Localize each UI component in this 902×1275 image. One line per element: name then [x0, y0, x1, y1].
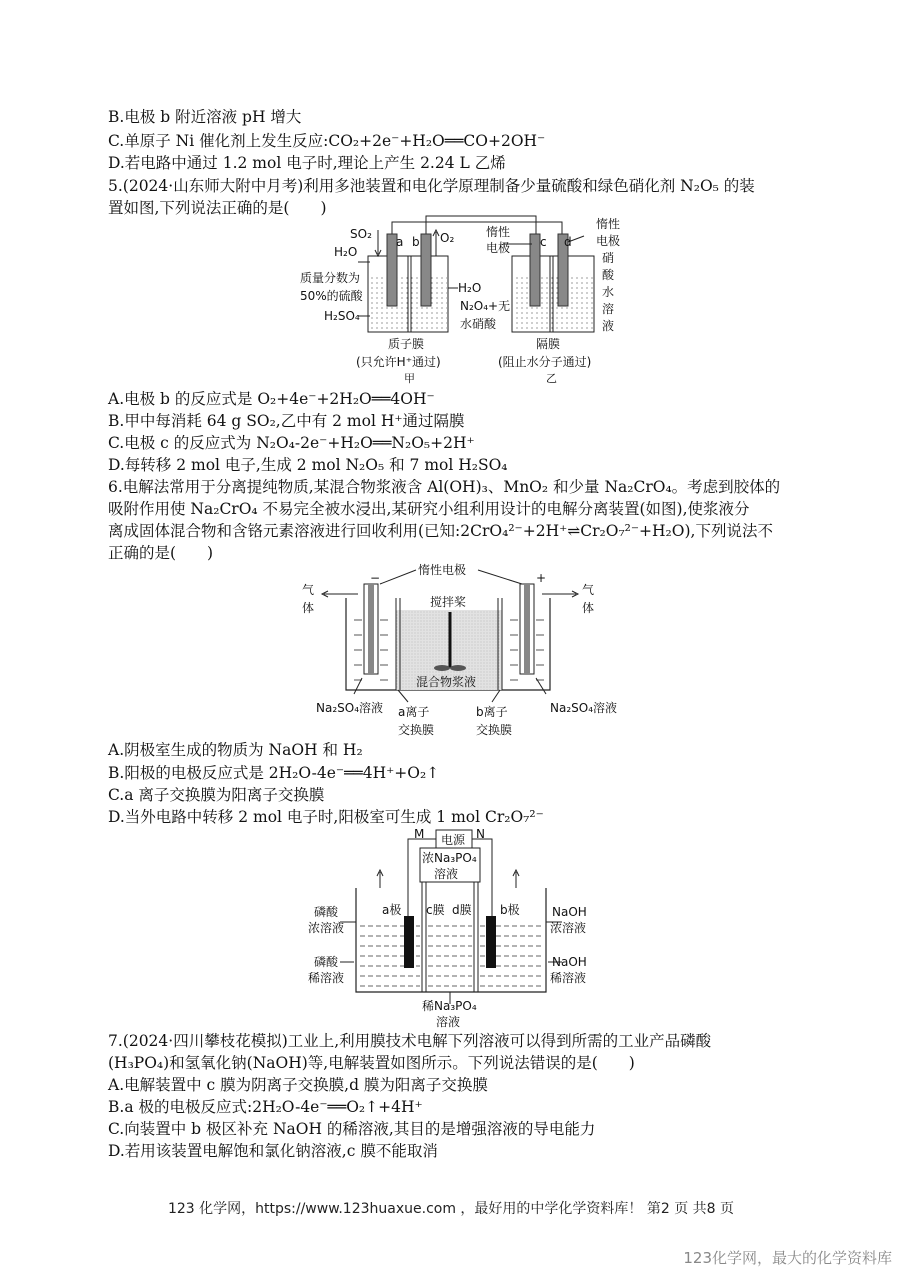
a-pole-label: a极: [382, 903, 402, 917]
acid-label-2: 50%的硫酸: [300, 289, 363, 303]
option-line: A.电解装置中 c 膜为阴离子交换膜,d 膜为阳离子交换膜: [108, 1076, 488, 1094]
question-6-stem: 正确的是( ): [108, 544, 214, 562]
gas-label-right-2: 体: [582, 601, 595, 615]
inert-electrode-label: 惰性电极: [418, 563, 467, 577]
electrode-b-label: b: [412, 235, 420, 249]
stirrer-label: 搅拌桨: [430, 595, 467, 609]
option-line: C.单原子 Ni 催化剂上发生反应:CO₂+2e⁻+H₂O══CO+2OH⁻: [108, 132, 546, 150]
cathode-sign: −: [370, 571, 381, 585]
electrode-a-label: a: [396, 235, 404, 249]
figure-q5-electrolysis: [300, 216, 620, 388]
h2so4-label: H₂SO₄: [324, 309, 360, 323]
terminal-n-label: N: [476, 827, 485, 841]
proton-membrane-note: (只允许H⁺通过): [356, 355, 441, 369]
naoh-dilute-label-2: 稀溶液: [550, 971, 587, 985]
option-line: B.a 极的电极反应式:2H₂O-4e⁻══O₂↑+4H⁺: [108, 1098, 423, 1116]
dilute-na3po4-label: 稀Na₃PO₄: [422, 999, 477, 1013]
option-line: B.阳极的电极反应式是 2H₂O-4e⁻══4H⁺+O₂↑: [108, 764, 440, 782]
acid-label-1: 质量分数为: [300, 271, 361, 285]
gas-label-right: 气: [582, 583, 595, 597]
phosphoric-conc-label: 磷酸: [314, 905, 339, 919]
power-source-label: 电源: [441, 833, 466, 847]
inert-electrode-label-2: 电极: [486, 241, 511, 255]
slurry-label: 混合物浆液: [416, 675, 477, 689]
right-cell-label: 电极: [596, 234, 621, 248]
h2o-in-label: H₂O: [334, 245, 358, 259]
option-line: D.当外电路中转移 2 mol 电子时,阳极室可生成 1 mol Cr₂O₇²⁻: [108, 808, 544, 826]
separator-label: 隔膜: [536, 337, 561, 351]
n2o4-mixture-label-1: N₂O₄+无: [460, 299, 511, 313]
a-membrane-label-1: a离子: [398, 705, 430, 719]
option-line: D.每转移 2 mol 电子,生成 2 mol N₂O₅ 和 7 mol H₂SO₄: [108, 456, 508, 474]
option-line: A.阴极室生成的物质为 NaOH 和 H₂: [108, 741, 363, 759]
phosphoric-dilute-label: 磷酸: [314, 955, 339, 969]
electrode-c-label: c: [540, 235, 547, 249]
proton-membrane-label: 质子膜: [388, 337, 425, 351]
phosphoric-dilute-label-2: 稀溶液: [308, 971, 345, 985]
right-solution-label: Na₂SO₄溶液: [550, 701, 618, 715]
option-line: C.向装置中 b 极区补充 NaOH 的稀溶液,其目的是增强溶液的导电能力: [108, 1120, 596, 1138]
right-cell-label: 溶: [602, 302, 615, 316]
option-line: B.甲中每消耗 64 g SO₂,乙中有 2 mol H⁺通过隔膜: [108, 412, 465, 430]
b-membrane-label-1: b离子: [476, 705, 508, 719]
o2-label: O₂: [440, 231, 455, 245]
option-line: B.电极 b 附近溶液 pH 增大: [108, 108, 302, 126]
electrode-d-label: d: [564, 235, 572, 249]
option-line: A.电极 b 的反应式是 O₂+4e⁻+2H₂O══4OH⁻: [108, 390, 435, 408]
right-cell-label: 酸: [602, 268, 615, 282]
phosphoric-conc-label-2: 浓溶液: [308, 921, 345, 935]
option-line: C.a 离子交换膜为阳离子交换膜: [108, 786, 325, 804]
option-line: D.若用该装置电解饱和氯化钠溶液,c 膜不能取消: [108, 1142, 438, 1160]
cell-jia-label: 甲: [404, 372, 415, 385]
c-membrane-label: c膜: [426, 903, 445, 917]
question-7-stem: (H₃PO₄)和氢氧化钠(NaOH)等,电解装置如图所示。下列说法错误的是( ): [108, 1054, 635, 1072]
page-footer: 123 化学网，https://www.123huaxue.com ，最好用的中学化学资料库！ 第2 页 共8 页: [167, 1201, 735, 1217]
question-6-stem: 离成固体混合物和含铬元素溶液进行回收利用(已知:2CrO₄²⁻+2H⁺⇌Cr₂O₇²⁻+H₂O),下列说法不: [108, 522, 773, 540]
cell-yi-label: 乙: [546, 372, 557, 385]
so2-label: SO₂: [350, 227, 372, 241]
gas-label-left-2: 体: [302, 601, 315, 615]
question-7-stem: 7.(2024·四川攀枝花模拟)工业上,利用膜技术电解下列溶液可以得到所需的工业产品磷酸: [108, 1032, 712, 1050]
question-6-stem: 6.电解法常用于分离提纯物质,某混合物浆液含 Al(OH)₃、MnO₂ 和少量 Na₂CrO₄。考虑到胶体的: [108, 478, 781, 496]
dilute-na3po4-label-2: 溶液: [436, 1015, 461, 1029]
d-membrane-label: d膜: [452, 903, 472, 917]
question-6-stem: 吸附作用使 Na₂CrO₄ 不易完全被水浸出,某研究小组利用设计的电解分离装置(如图),使浆液分: [108, 500, 750, 518]
watermark: 123化学网，最大的化学资料库: [683, 1249, 892, 1267]
right-cell-label: 水: [602, 285, 615, 299]
option-line: C.电极 c 的反应式为 N₂O₄-2e⁻+H₂O══N₂O₅+2H⁺: [108, 434, 475, 452]
separator-note: (阻止水分子通过): [498, 355, 592, 369]
naoh-dilute-label: NaOH: [552, 955, 587, 969]
gas-label-left: 气: [302, 583, 315, 597]
conc-na3po4-label: 浓Na₃PO₄: [422, 851, 477, 865]
right-cell-label: 液: [602, 319, 615, 333]
n2o4-mixture-label-2: 水硝酸: [460, 317, 497, 331]
terminal-m-label: M: [414, 827, 425, 841]
figure-q7-electrolysis: [300, 826, 600, 1031]
question-5-stem: 5.(2024·山东师大附中月考)利用多池装置和电化学原理制备少量硫酸和绿色硝化剂 N₂O₅ 的装: [108, 177, 755, 195]
question-5-stem: 置如图,下列说法正确的是( ): [108, 199, 327, 217]
left-solution-label: Na₂SO₄溶液: [316, 701, 384, 715]
b-pole-label: b极: [500, 903, 520, 917]
naoh-conc-label-2: 浓溶液: [550, 921, 587, 935]
anode-sign: +: [536, 571, 547, 585]
conc-na3po4-label-2: 溶液: [434, 867, 459, 881]
figure-q6-electrolysis: [300, 560, 618, 740]
inert-electrode-label-1: 惰性: [486, 225, 511, 239]
option-line: D.若电路中通过 1.2 mol 电子时,理论上产生 2.24 L 乙烯: [108, 154, 506, 172]
h2o-out-label: H₂O: [458, 281, 482, 295]
naoh-conc-label: NaOH: [552, 905, 587, 919]
right-cell-label: 惰性: [596, 217, 621, 231]
a-membrane-label-2: 交换膜: [398, 723, 435, 737]
right-cell-label: 硝: [602, 251, 615, 265]
b-membrane-label-2: 交换膜: [476, 723, 513, 737]
